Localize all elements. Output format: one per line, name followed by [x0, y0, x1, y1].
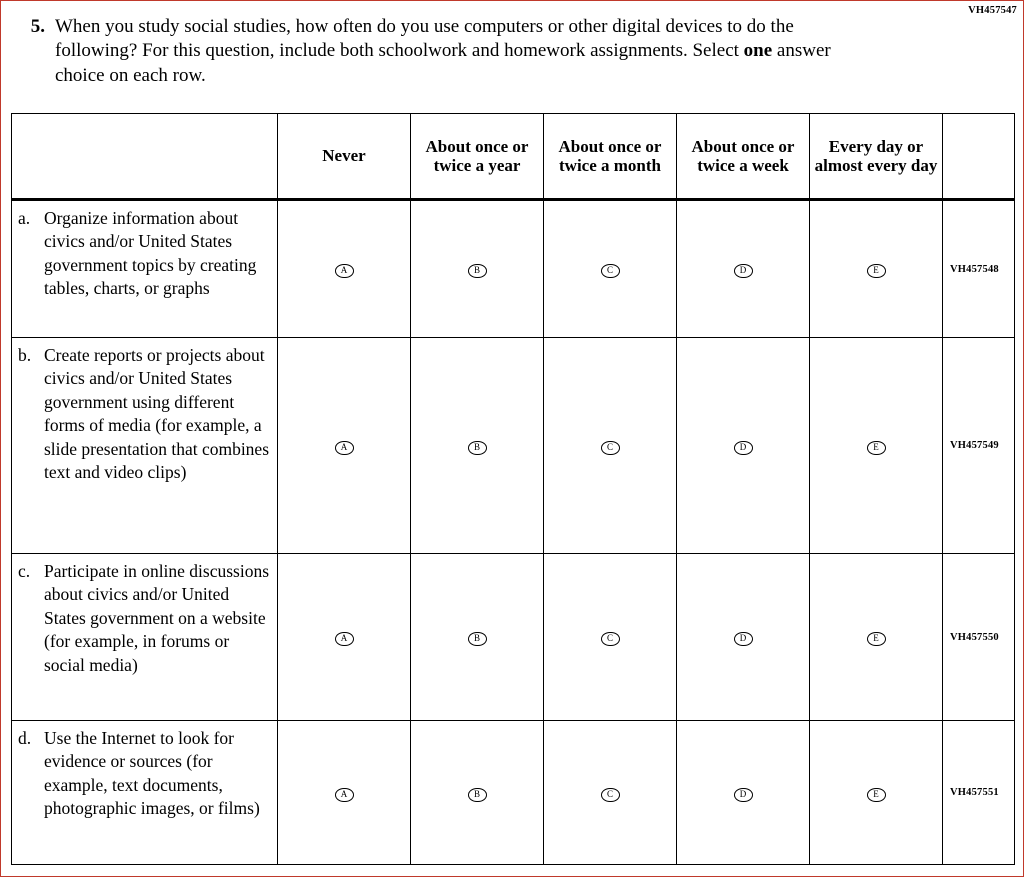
option-d-once-twice-week[interactable] [677, 721, 810, 865]
radio-bubble[interactable]: E [867, 632, 886, 646]
radio-bubble[interactable]: B [468, 441, 487, 455]
radio-bubble[interactable]: A [335, 441, 354, 455]
header-cell-stem [12, 114, 278, 200]
option-d-never[interactable] [278, 721, 411, 865]
radio-bubble[interactable]: E [867, 441, 886, 455]
response-matrix [11, 113, 1015, 865]
radio-bubble[interactable]: A [335, 788, 354, 802]
matrix-body [12, 200, 1015, 865]
row-text-a: Organize information about civics and/or United States government topics by creating tables, charts, or graphs [44, 208, 257, 299]
matrix-header-row [12, 114, 1015, 200]
option-c-once-twice-month[interactable] [544, 554, 677, 721]
option-c-once-twice-year[interactable] [411, 554, 544, 721]
option-c-once-twice-week[interactable] [677, 554, 810, 721]
header-cell-item-id [943, 114, 1015, 200]
row-letter-c: c. [18, 561, 31, 581]
table-row [12, 200, 1015, 338]
option-a-every-day[interactable] [810, 200, 943, 338]
header-cell-once-twice-year: About once or twice a year [411, 114, 544, 200]
radio-bubble[interactable]: B [468, 632, 487, 646]
radio-bubble[interactable]: D [734, 632, 753, 646]
radio-bubble[interactable]: E [867, 264, 886, 278]
item-id-d: VH457551 [943, 721, 1015, 865]
radio-bubble[interactable]: E [867, 788, 886, 802]
radio-bubble[interactable]: A [335, 264, 354, 278]
question-text [55, 15, 855, 88]
row-letter-d: d. [18, 728, 32, 748]
header-cell-once-twice-week: About once or twice a week [677, 114, 810, 200]
matrix-header [12, 114, 1015, 200]
header-cell-once-twice-month: About once or twice a month [544, 114, 677, 200]
option-c-never[interactable] [278, 554, 411, 721]
option-d-once-twice-year[interactable] [411, 721, 544, 865]
question-stem [11, 15, 911, 88]
table-row [12, 554, 1015, 721]
row-stem-b [12, 338, 278, 554]
option-b-once-twice-year[interactable] [411, 338, 544, 554]
radio-bubble[interactable]: D [734, 788, 753, 802]
table-row [12, 338, 1015, 554]
header-cell-every-day: Every day or almost every day [810, 114, 943, 200]
item-id-c: VH457550 [943, 554, 1015, 721]
option-b-once-twice-week[interactable] [677, 338, 810, 554]
radio-bubble[interactable]: B [468, 788, 487, 802]
option-b-never[interactable] [278, 338, 411, 554]
table-row [12, 721, 1015, 865]
row-stem-d [12, 721, 278, 865]
question-text-part2: answer choice on each row. [55, 40, 831, 86]
radio-bubble[interactable]: A [335, 632, 354, 646]
radio-bubble[interactable]: B [468, 264, 487, 278]
item-id-a: VH457548 [943, 200, 1015, 338]
radio-bubble[interactable]: C [601, 264, 620, 278]
option-a-once-twice-week[interactable] [677, 200, 810, 338]
question-text-part1: When you study social studies, how often do you use computers or other digital devices to do the following? For this question, include both schoolwork and homework assignments. Select [55, 16, 794, 62]
item-id-b: VH457549 [943, 338, 1015, 554]
option-a-once-twice-month[interactable] [544, 200, 677, 338]
option-a-never[interactable] [278, 200, 411, 338]
option-d-once-twice-month[interactable] [544, 721, 677, 865]
row-letter-a: a. [18, 208, 31, 228]
radio-bubble[interactable]: D [734, 441, 753, 455]
question-text-emphasis: one [743, 40, 773, 62]
option-b-once-twice-month[interactable] [544, 338, 677, 554]
radio-bubble[interactable]: C [601, 441, 620, 455]
row-letter-b: b. [18, 345, 32, 365]
row-text-c: Participate in online discussions about civics and/or United States government on a website (for example, in forums or social media) [44, 561, 270, 675]
row-stem-c [12, 554, 278, 721]
option-c-every-day[interactable] [810, 554, 943, 721]
row-text-d: Use the Internet to look for evidence or sources (for example, text documents, photographic images, or films) [44, 728, 260, 819]
question-number: 5. [30, 16, 45, 37]
radio-bubble[interactable]: C [601, 632, 620, 646]
row-stem-a [12, 200, 278, 338]
row-text-b: Create reports or projects about civics and/or United States government using different forms of media (for example, a slide presentation that combines text and video clips) [44, 345, 270, 483]
form-id-label: VH457547 [968, 5, 1017, 16]
radio-bubble[interactable]: D [734, 264, 753, 278]
radio-bubble[interactable]: C [601, 788, 620, 802]
option-b-every-day[interactable] [810, 338, 943, 554]
header-cell-never: Never [278, 114, 411, 200]
option-d-every-day[interactable] [810, 721, 943, 865]
option-a-once-twice-year[interactable] [411, 200, 544, 338]
